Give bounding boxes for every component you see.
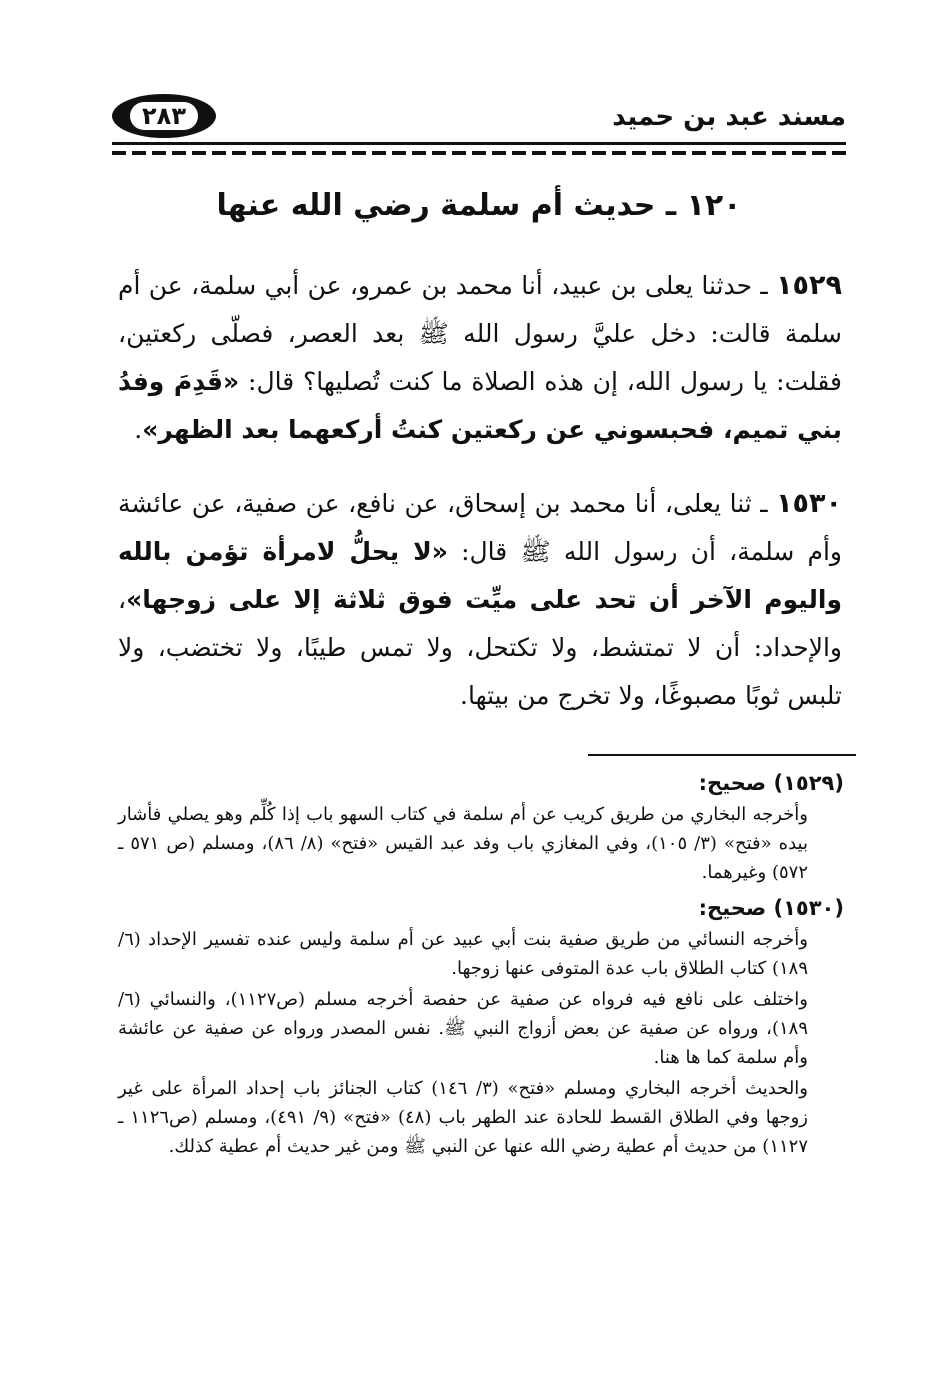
footnotes <box>118 766 844 1165</box>
hadith-text-end: ، والإحداد: أن لا تمتشط، ولا تكتحل، ولا تمس طيبًا، ولا تختضب، ولا تلبس ثوبًا مصبوغًا، ولا تخرج من بيتها. <box>118 585 842 710</box>
header-rule <box>112 142 846 145</box>
hadith-1530 <box>118 480 842 720</box>
footnote-paragraph: والحديث أخرجه البخاري ومسلم «فتح» (٣/ ١٤٦) كتاب الجنائز باب إحداد المرأة على غير زوجها وفي الطلاق القسط للحادة عند الطهر باب (٤٨) «فتح» (٩/ ٤٩١)، ومسلم (ص١١٢٦ ـ ١١٢٧) من حديث أم عطية رضي الله عنها عن النبي ﷺ ومن غير حديث أم عطية كذلك. <box>118 1078 808 1157</box>
footnote-heading: (١٥٣٠) صحيح: <box>698 896 844 920</box>
hadith-1529 <box>118 262 842 454</box>
hadith-matn: «قَدِمَ وفدُ بني تميم، فحبسوني عن ركعتين كنتُ أركعهما بعد الظهر» <box>118 367 842 444</box>
header-dashed-rule <box>112 151 846 155</box>
main-text <box>118 262 842 746</box>
page-number-badge <box>112 94 216 138</box>
hadith-matn: «لا يحلُّ لامرأة تؤمن بالله واليوم الآخر أن تحد على ميِّت فوق ثلاثة إلا على زوجها» <box>118 537 842 614</box>
chapter-title: ١٢٠ ـ حديث أم سلمة رضي الله عنها <box>216 188 742 223</box>
footnote-paragraph: واختلف على نافع فيه فرواه عن صفية عن حفصة أخرجه مسلم (ص١١٢٧)، والنسائي (٦/ ١٨٩)، ورواه عن صفية عن بعض أزواج النبي ﷺ. نفس المصدر ورواه عن صفية عن عائشة وأم سلمة كما ها هنا. <box>118 989 809 1068</box>
hadith-text: ـ حدثنا يعلى بن عبيد، أنا محمد بن عمرو، عن أبي سلمة، عن أم سلمة قالت: دخل عليَّ رسول الله ﷺ بعد العصر، فصلّى ركعتين، فقلت: يا رسول الله، إن هذه الصلاة ما كنت تُصليها؟ قال: <box>118 271 842 396</box>
footnote-separator <box>588 754 856 756</box>
hadith-number: ١٥٢٩ <box>776 270 842 301</box>
footnote-paragraph: وأخرجه النسائي من طريق صفية بنت أبي عبيد عن أم سلمة وليس عنده تفسير الإحداد (٦/ ١٨٩) كتاب الطلاق باب عدة المتوفى عنها زوجها. <box>118 929 808 979</box>
page-number: ٢٨٣ <box>130 102 198 130</box>
page-header <box>112 88 846 148</box>
footnote-paragraph: وأخرجه البخاري من طريق كريب عن أم سلمة في كتاب السهو باب إذا كُلِّم وهو يصلي فأشار بيده «فتح» (٣/ ١٠٥)، وفي المغازي باب وفد عبد القيس «فتح» (٨/ ٨٦)، ومسلم (ص ٥٧١ ـ ٥٧٢) وغيرهما. <box>118 804 808 883</box>
book-title: مسند عبد بن حميد <box>612 102 846 132</box>
hadith-number: ١٥٣٠ <box>776 488 842 519</box>
footnote-body <box>118 925 808 1161</box>
footnote-heading: (١٥٢٩) صحيح: <box>698 771 844 795</box>
hadith-text-end: . <box>134 415 143 444</box>
hadith-text: ـ ثنا يعلى، أنا محمد بن إسحاق، عن نافع، عن صفية، عن عائشة وأم سلمة، أن رسول الله ﷺ قال: <box>118 489 842 566</box>
footnote-body <box>118 800 808 887</box>
